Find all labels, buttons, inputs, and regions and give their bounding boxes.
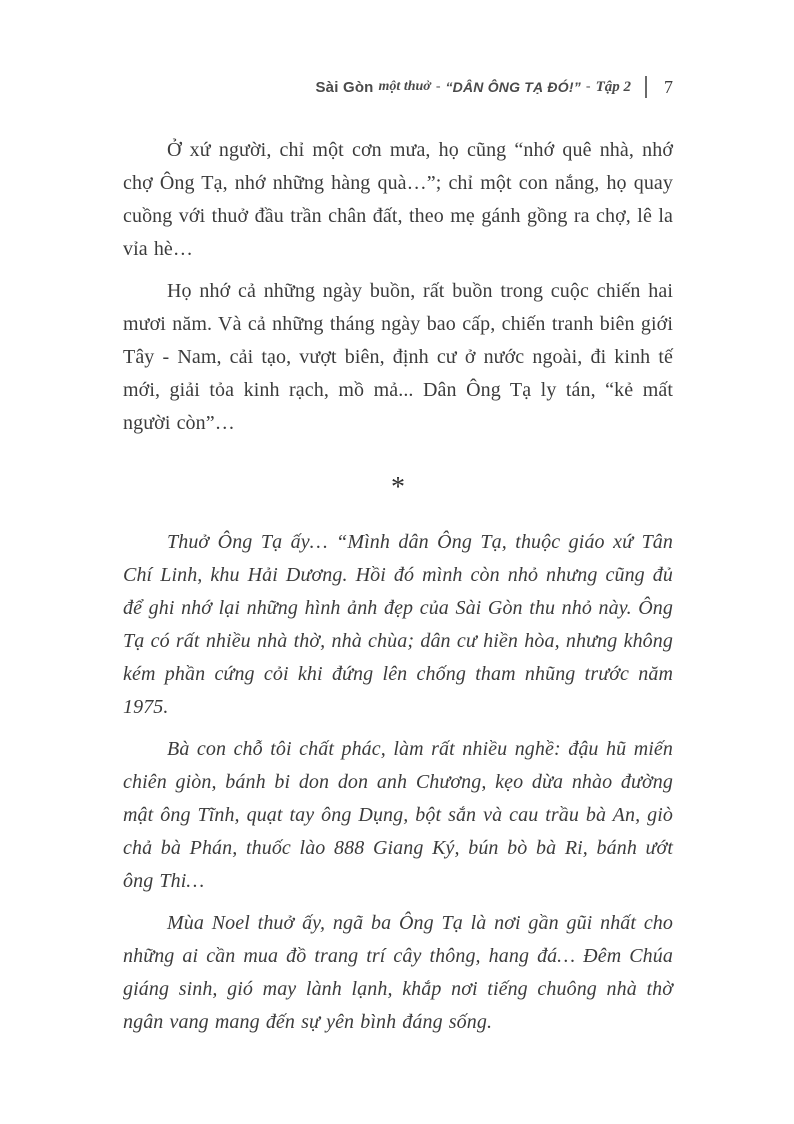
page-body [123,134,673,1048]
header-divider [645,76,647,98]
series-subtitle: một thuở [378,79,431,94]
series-title: Sài Gòn [315,78,374,96]
page-number: 7 [664,76,673,97]
paragraph: Mùa Noel thuở ấy, ngã ba Ông Tạ là nơi gần gũi nhất cho những ai cần mua đồ trang trí cây thông, hang đá… Đêm Chúa giáng sinh, gió may lành lạnh, khắp nơi tiếng chuông nhà thờ ngân vang mang đến sự yên bình đáng sống. [123,912,673,1033]
paragraph: Ở xứ người, chỉ một cơn mưa, họ cũng “nhớ quê nhà, nhớ chợ Ông Tạ, nhớ những hàng quà…”; chỉ một con nắng, họ quay cuồng với thuở đầu trần chân đất, theo mẹ gánh gồng ra chợ, lê la vỉa hè… [123,139,673,260]
book-title: “DÂN ÔNG TẠ ĐÓ!” [445,79,581,95]
header-dash: - [585,79,591,94]
paragraph: Bà con chỗ tôi chất phác, làm rất nhiều nghề: đậu hũ miến chiên giòn, bánh bi don don anh Chương, kẹo dừa nhào đường mật ông Tĩnh, quạt tay ông Dụng, bột sắn và cau trầu bà An, giò chả bà Phán, thuốc lào 888 Giang Ký, bún bò bà Ri, bánh ướt ông Thi… [123,738,673,892]
paragraph: Thuở Ông Tạ ấy… “Mình dân Ông Tạ, thuộc giáo xứ Tân Chí Linh, khu Hải Dương. Hồi đó mình còn nhỏ nhưng cũng đủ để ghi nhớ lại những hình ảnh đẹp của Sài Gòn thu nhỏ này. Ông Tạ có rất nhiều nhà thờ, nhà chùa; dân cư hiền hòa, nhưng không kém phần cứng cỏi khi đứng lên chống tham nhũng trước năm 1975. [123,531,673,718]
volume-label: Tập 2 [595,78,631,95]
header-dash: - [435,79,441,94]
running-header [123,76,673,98]
section-separator: * [390,472,406,503]
paragraph: Họ nhớ cả những ngày buồn, rất buồn trong cuộc chiến hai mươi năm. Và cả những tháng ngày bao cấp, chiến tranh biên giới Tây - Nam, cải tạo, vượt biên, định cư ở nước ngoài, đi kinh tế mới, giải tỏa kinh rạch, mồ mả... Dân Ông Tạ ly tán, “kẻ mất người còn”… [123,280,673,434]
